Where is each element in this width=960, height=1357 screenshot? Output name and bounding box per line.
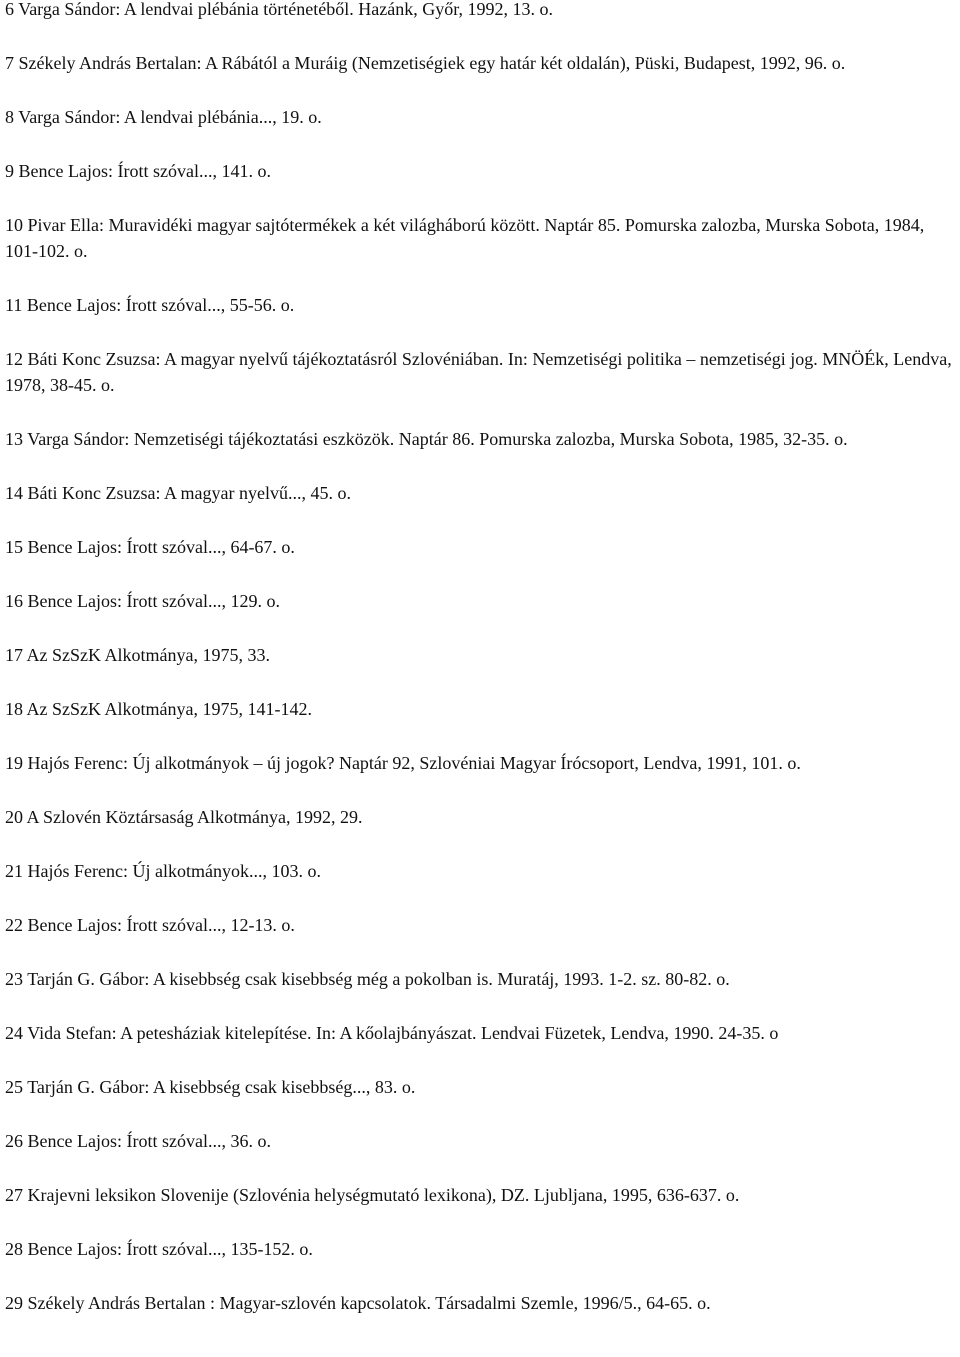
footnote-28 (5, 1236, 955, 1262)
footnote-6 (5, 0, 955, 22)
footnote-13 (5, 426, 955, 452)
footnote-number: 6 (5, 0, 14, 19)
footnote-10 (5, 212, 955, 264)
footnote-11 (5, 292, 955, 318)
footnote-number: 11 (5, 295, 23, 315)
footnote-text: Varga Sándor: A lendvai plébánia..., 19. o. (18, 107, 322, 127)
footnote-text: Pivar Ella: Muravidéki magyar sajtótermékek a két világháború között. Naptár 85. Pomurska zalozba, Murska Sobota, 1984, 101-102. o. (5, 215, 925, 261)
footnote-number: 20 (5, 807, 23, 827)
footnote-number: 15 (5, 537, 23, 557)
footnote-number: 29 (5, 1293, 23, 1313)
footnote-number: 26 (5, 1131, 23, 1151)
footnote-19 (5, 750, 955, 776)
footnote-text: Hajós Ferenc: Új alkotmányok..., 103. o. (27, 861, 321, 881)
footnote-number: 7 (5, 53, 14, 73)
footnote-number: 19 (5, 753, 23, 773)
footnote-number: 16 (5, 591, 23, 611)
footnote-8 (5, 104, 955, 130)
footnote-text: Bence Lajos: Írott szóval..., 55-56. o. (26, 295, 295, 315)
footnote-14 (5, 480, 955, 506)
footnote-text: Tarján G. Gábor: A kisebbség csak kisebbség még a pokolban is. Muratáj, 1993. 1-2. sz. 80-82. o. (27, 969, 730, 989)
footnote-26 (5, 1128, 955, 1154)
footnote-text: Bence Lajos: Írott szóval..., 12-13. o. (27, 915, 295, 935)
footnote-number: 9 (5, 161, 14, 181)
footnote-17 (5, 642, 955, 668)
footnote-number: 13 (5, 429, 23, 449)
footnote-27 (5, 1182, 955, 1208)
footnote-text: Bence Lajos: Írott szóval..., 135-152. o. (27, 1239, 313, 1259)
footnote-23 (5, 966, 955, 992)
footnote-7 (5, 50, 955, 76)
footnote-text: Varga Sándor: A lendvai plébánia történetéből. Hazánk, Győr, 1992, 13. o. (18, 0, 554, 19)
footnote-25 (5, 1074, 955, 1100)
footnote-number: 14 (5, 483, 23, 503)
footnote-text: Hajós Ferenc: Új alkotmányok – új jogok? Naptár 92, Szlovéniai Magyar Írócsoport, Lendva, 1991, 101. o. (27, 753, 801, 773)
footnote-number: 8 (5, 107, 14, 127)
footnote-text: Bence Lajos: Írott szóval..., 64-67. o. (27, 537, 295, 557)
footnote-text: Tarján G. Gábor: A kisebbség csak kisebbség..., 83. o. (27, 1077, 416, 1097)
footnote-29 (5, 1290, 955, 1316)
footnote-number: 23 (5, 969, 23, 989)
footnote-number: 21 (5, 861, 23, 881)
footnote-text: Varga Sándor: Nemzetiségi tájékoztatási eszközök. Naptár 86. Pomurska zalozba, Murska Sobota, 1985, 32-35. o. (27, 429, 848, 449)
footnote-number: 18 (5, 699, 23, 719)
footnote-text: Székely András Bertalan: A Rábától a Muráig (Nemzetiségiek egy határ két oldalán), Püski, Budapest, 1992, 96. o. (18, 53, 846, 73)
footnote-number: 10 (5, 215, 23, 235)
footnote-number: 17 (5, 645, 23, 665)
footnote-number: 25 (5, 1077, 23, 1097)
footnotes-page (5, 0, 955, 1344)
footnote-number: 22 (5, 915, 23, 935)
footnote-text: Székely András Bertalan : Magyar-szlovén kapcsolatok. Társadalmi Szemle, 1996/5., 64-65. o. (27, 1293, 711, 1313)
footnote-number: 27 (5, 1185, 23, 1205)
footnote-text: Az SzSzK Alkotmánya, 1975, 33. (26, 645, 270, 665)
footnote-18 (5, 696, 955, 722)
footnote-text: A Szlovén Köztársaság Alkotmánya, 1992, 29. (26, 807, 363, 827)
footnote-text: Bence Lajos: Írott szóval..., 129. o. (27, 591, 280, 611)
footnote-number: 28 (5, 1239, 23, 1259)
footnote-text: Krajevni leksikon Slovenije (Szlovénia helységmutató lexikona), DZ. Ljubljana, 1995, 636-637. o. (27, 1185, 740, 1205)
footnote-22 (5, 912, 955, 938)
footnote-text: Báti Konc Zsuzsa: A magyar nyelvű..., 45. o. (27, 483, 351, 503)
footnote-9 (5, 158, 955, 184)
footnote-text: Báti Konc Zsuzsa: A magyar nyelvű tájékoztatásról Szlovéniában. In: Nemzetiségi politika – nemzetiségi jog. MNÖÉk, Lendva, 1978, 38-45. o. (5, 349, 952, 395)
footnote-text: Vida Stefan: A petesháziak kitelepítése. In: A kőolajbányászat. Lendvai Füzetek, Lendva, 1990. 24-35. o (27, 1023, 779, 1043)
footnote-text: Bence Lajos: Írott szóval..., 36. o. (27, 1131, 271, 1151)
footnote-text: Bence Lajos: Írott szóval..., 141. o. (18, 161, 271, 181)
footnote-number: 12 (5, 349, 23, 369)
footnote-20 (5, 804, 955, 830)
footnote-text: Az SzSzK Alkotmánya, 1975, 141-142. (26, 699, 312, 719)
footnote-16 (5, 588, 955, 614)
footnote-12 (5, 346, 955, 398)
footnote-21 (5, 858, 955, 884)
footnote-15 (5, 534, 955, 560)
footnote-number: 24 (5, 1023, 23, 1043)
footnote-24 (5, 1020, 955, 1046)
